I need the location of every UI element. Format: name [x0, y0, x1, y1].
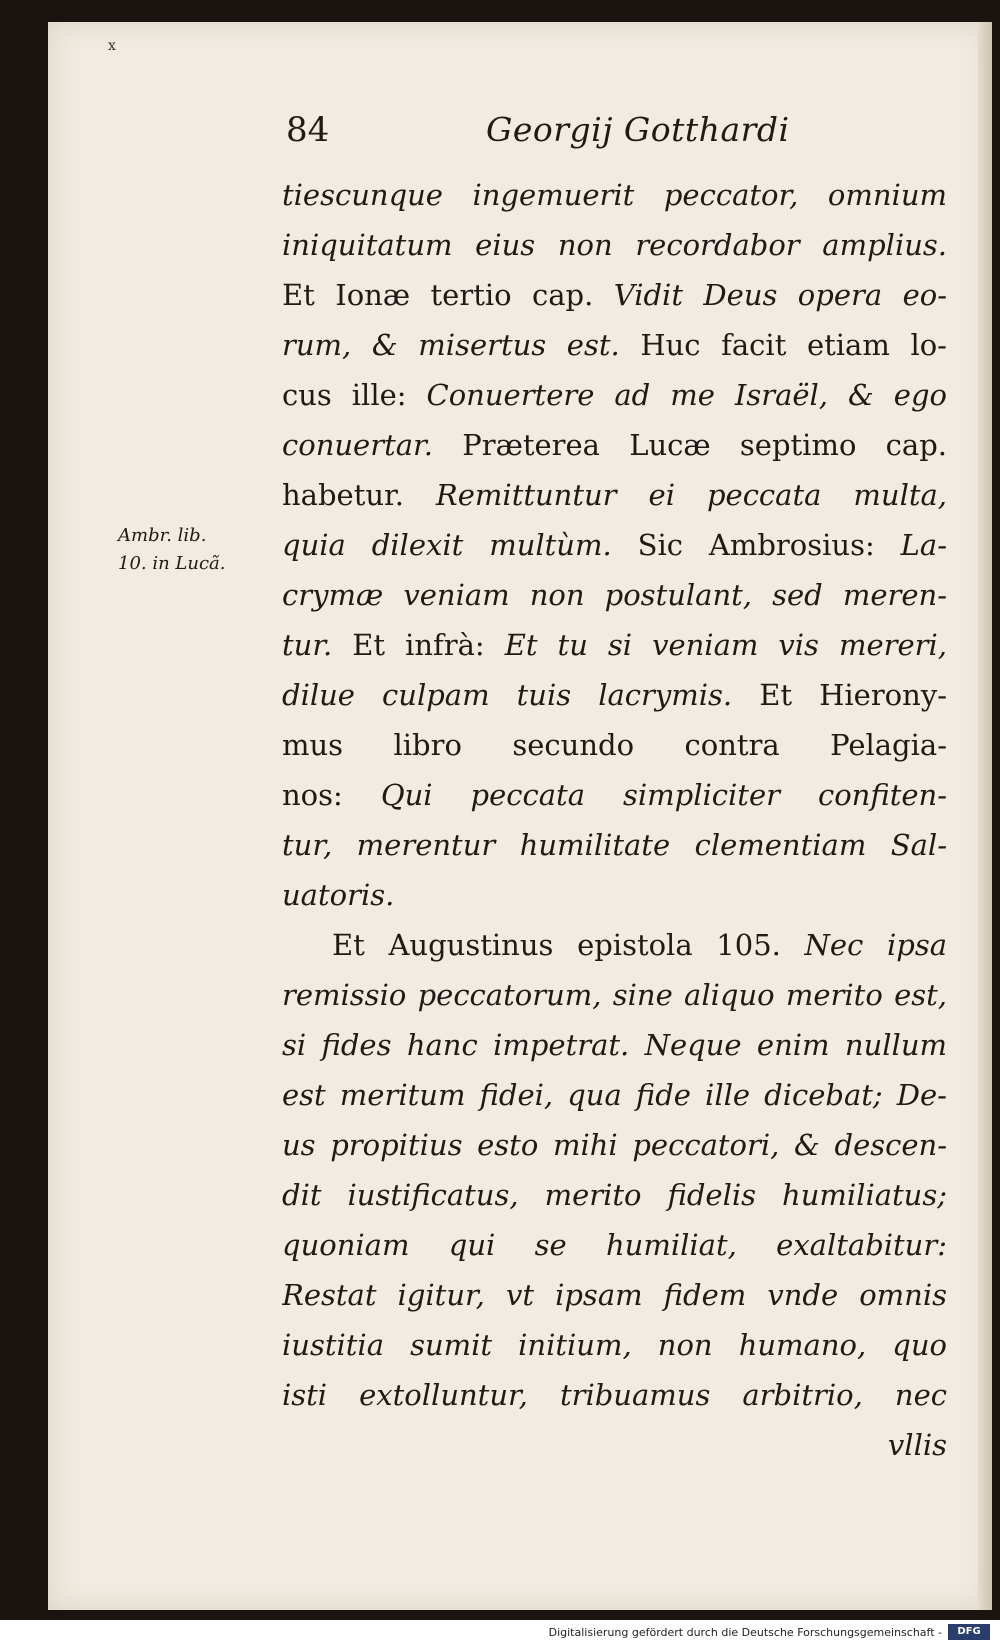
text-line [282, 1170, 947, 1220]
text-line [282, 670, 947, 720]
italic-text: Vidit Deus opera eo- [613, 278, 947, 312]
italic-text: iustitia sumit initium, non humano, quo [282, 1328, 947, 1362]
text-line [282, 920, 947, 970]
text-line [282, 1120, 947, 1170]
italic-text: dilue culpam tuis lacrymis. [282, 678, 760, 712]
text-line [282, 1370, 947, 1420]
roman-text: Et infrà: [352, 628, 505, 662]
italic-text: si fides hanc impetrat. Neque enim nullum [282, 1028, 947, 1062]
text-line [282, 620, 947, 670]
italic-text: est meritum fidei, qua fide ille dicebat; De- [282, 1078, 947, 1112]
digitization-footer [0, 1620, 1000, 1645]
italic-text: Qui peccata simpliciter confiten- [380, 778, 947, 812]
italic-text: crymæ veniam non postulant, sed meren- [282, 578, 947, 612]
text-line [282, 1320, 947, 1370]
italic-text: tiescunque ingemuerit peccator, omnium [282, 178, 947, 212]
corner-mark: x [108, 38, 116, 54]
running-head: Georgij Gotthardi [486, 110, 790, 149]
italic-text: iniquitatum eius non recordabor amplius. [282, 228, 947, 262]
italic-text: remissio peccatorum, sine aliquo merito est, [282, 978, 947, 1012]
text-line [282, 220, 947, 270]
text-line [282, 320, 947, 370]
italic-text: Nec ipsa [804, 928, 947, 962]
margin-note [118, 522, 278, 578]
italic-text: Remittuntur ei peccata multa, [435, 478, 947, 512]
text-line [282, 370, 947, 420]
roman-text: Et Ionæ tertio cap. [282, 278, 614, 312]
italic-text: Conuertere ad me Israël, & ego [426, 378, 947, 412]
roman-text: Et Augustinus epistola 105. [332, 928, 805, 962]
roman-text: mus libro secundo contra Pelagia- [282, 728, 947, 762]
text-line [282, 970, 947, 1020]
italic-text: La- [900, 528, 947, 562]
roman-text: Et Hierony- [759, 678, 947, 712]
page-edge [978, 22, 992, 1610]
italic-text: isti extolluntur, tribuamus arbitrio, nec [282, 1378, 947, 1412]
page-number: 84 [286, 110, 330, 150]
text-line [282, 1220, 947, 1270]
text-line [282, 470, 947, 520]
italic-text: dit iustificatus, merito fidelis humiliatus; [282, 1178, 947, 1212]
italic-text: rum, & misertus est. [282, 328, 641, 362]
italic-text: vllis [887, 1428, 947, 1462]
italic-text: us propitius esto mihi peccatori, & descen- [282, 1128, 947, 1162]
text-line [282, 1020, 947, 1070]
italic-text: Restat igitur, vt ipsam fidem vnde omnis [282, 1278, 947, 1312]
roman-text: cus ille: [282, 378, 427, 412]
roman-text: Sic Ambrosius: [637, 528, 901, 562]
dfg-logo: DFG [948, 1624, 990, 1640]
text-line [282, 420, 947, 470]
italic-text: quia dilexit multùm. [282, 528, 638, 562]
italic-text: tur, merentur humilitate clementiam Sal- [282, 828, 947, 862]
text-line [282, 270, 947, 320]
roman-text: Præterea Lucæ septimo cap. [462, 428, 947, 462]
text-line [282, 170, 947, 220]
text-line [282, 570, 947, 620]
margin-note-line: Ambr. lib. [118, 525, 207, 546]
text-line [282, 1420, 947, 1470]
italic-text: conuertar. [282, 428, 463, 462]
text-line [282, 1070, 947, 1120]
roman-text: Huc facit etiam lo- [640, 328, 947, 362]
text-line [282, 770, 947, 820]
text-line [282, 520, 947, 570]
text-line [282, 820, 947, 870]
roman-text: nos: [282, 778, 381, 812]
text-line [282, 870, 947, 920]
italic-text: quoniam qui se humiliat, exaltabitur: [282, 1228, 947, 1262]
margin-note-line: 10. in Lucã. [118, 553, 226, 574]
italic-text: uatoris. [282, 878, 395, 912]
italic-text: tur. [282, 628, 353, 662]
footer-credit: Digitalisierung gefördert durch die Deutsche Forschungsgemeinschaft - [548, 1626, 942, 1639]
main-text [282, 170, 947, 1470]
text-line [282, 720, 947, 770]
italic-text: Et tu si veniam vis mereri, [504, 628, 947, 662]
text-line [282, 1270, 947, 1320]
roman-text: habetur. [282, 478, 436, 512]
